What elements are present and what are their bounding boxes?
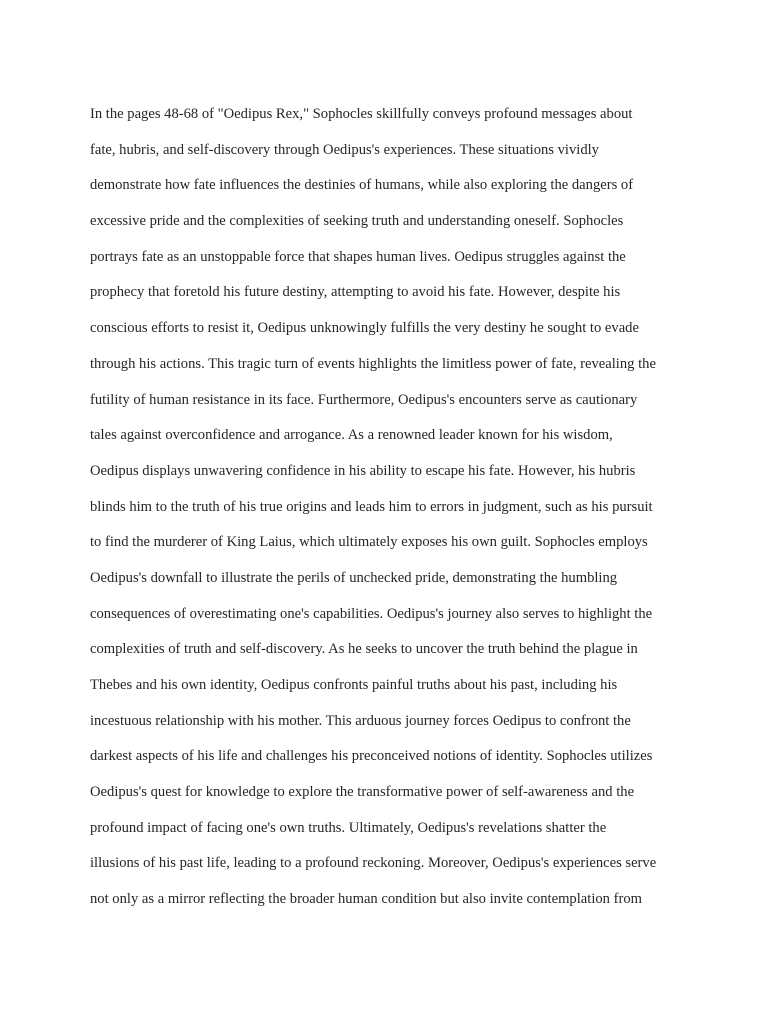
text-line: demonstrate how fate influences the destinies of humans, while also exploring the dangers of (90, 177, 634, 194)
text-line: profound impact of facing one's own truths. Ultimately, Oedipus's revelations shatter the (90, 819, 607, 836)
text-line: Oedipus's quest for knowledge to explore the transformative power of self-awareness and the (90, 784, 635, 801)
text-line: excessive pride and the complexities of seeking truth and understanding oneself. Sophocles (90, 213, 624, 230)
text-line: incestuous relationship with his mother. This arduous journey forces Oedipus to confront the (90, 712, 631, 729)
text-line: Oedipus displays unwavering confidence in his ability to escape his fate. However, his hubris (90, 462, 636, 479)
text-line: consequences of overestimating one's capabilities. Oedipus's journey also serves to highlight the (90, 605, 653, 622)
text-line: darkest aspects of his life and challenges his preconceived notions of identity. Sophocles utilizes (90, 748, 653, 765)
text-line: tales against overconfidence and arrogance. As a renowned leader known for his wisdom, (90, 427, 613, 444)
text-line: to find the murderer of King Laius, which ultimately exposes his own guilt. Sophocles employs (90, 534, 648, 551)
text-line: complexities of truth and self-discovery. As he seeks to uncover the truth behind the plague in (90, 641, 638, 658)
text-line: Oedipus's downfall to illustrate the perils of unchecked pride, demonstrating the humbling (90, 569, 618, 586)
text-line: portrays fate as an unstoppable force that shapes human lives. Oedipus struggles against the (90, 248, 626, 265)
text-line: prophecy that foretold his future destiny, attempting to avoid his fate. However, despite his (90, 284, 621, 301)
text-line: Thebes and his own identity, Oedipus confronts painful truths about his past, including his (90, 677, 618, 693)
text-line: blinds him to the truth of his true origins and leads him to errors in judgment, such as his pursuit (90, 498, 653, 515)
text-line: In the pages 48-68 of "Oedipus Rex," Sophocles skillfully conveys profound messages about (90, 106, 633, 122)
text-line: conscious efforts to resist it, Oedipus unknowingly fulfills the very destiny he sought to evade (90, 320, 639, 337)
text-line: through his actions. This tragic turn of events highlights the limitless power of fate, revealing the (90, 355, 656, 372)
text-line: illusions of his past life, leading to a profound reckoning. Moreover, Oedipus's experiences serve (90, 855, 657, 872)
text-line: not only as a mirror reflecting the broader human condition but also invite contemplation from (90, 891, 642, 908)
essay-body (90, 100, 690, 921)
text-line: futility of human resistance in its face. Furthermore, Oedipus's encounters serve as cautionary (90, 391, 638, 408)
text-line: fate, hubris, and self-discovery through Oedipus's experiences. These situations vividly (90, 141, 599, 158)
